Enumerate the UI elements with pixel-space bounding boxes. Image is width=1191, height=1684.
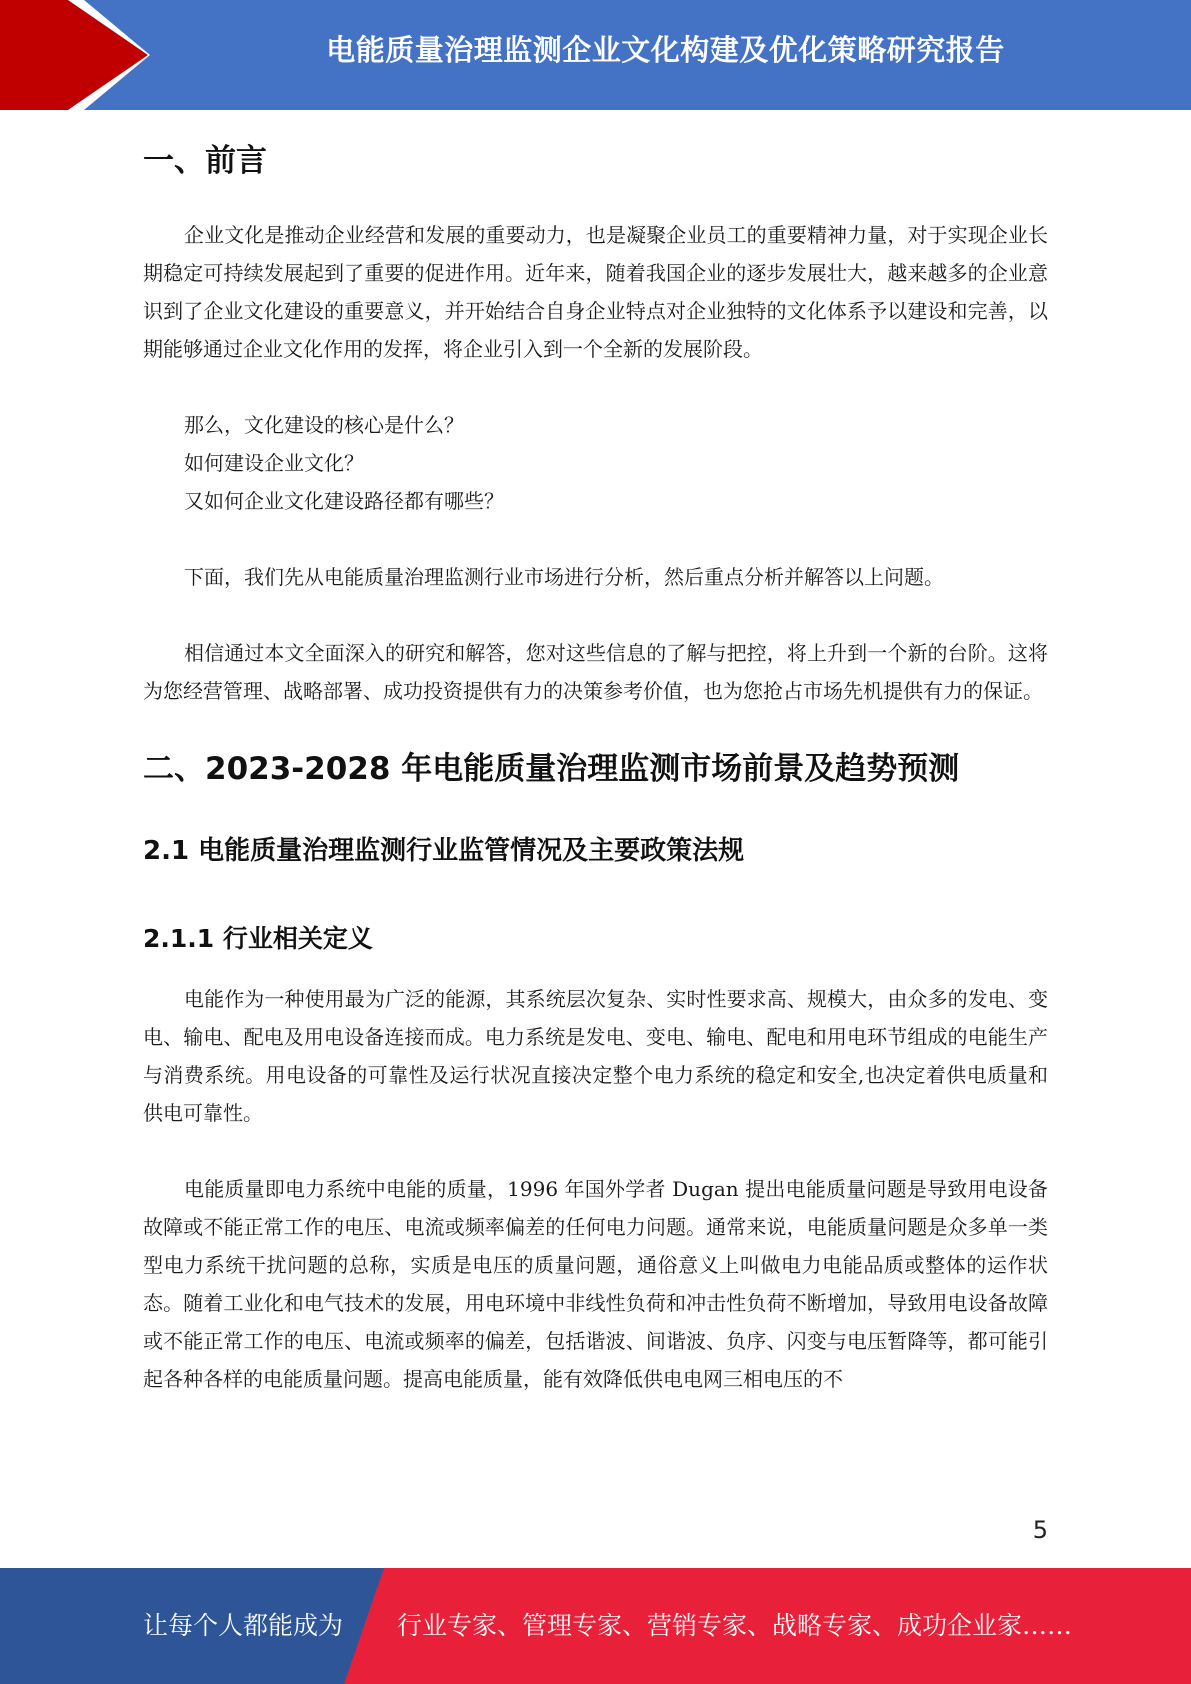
definition-paragraph-2: 电能质量即电力系统中电能的质量，1996 年国外学者 Dugan 提出电能质量问题是导致用电设备故障或不能正常工作的电压、电流或频率偏差的任何电力问题。通常来说，电能质量问题是众多单一类型电力系统干扰问题的总称，实质是电压的质量问题，通俗意义上叫做电力电能品质或整体的运作状态。随着工业化和电气技术的发展，用电环境中非线性负荷和冲击性负荷不断增加，导致用电设备故障或不能正常工作的电压、电流或频率的偏差，包括谐波、间谐波、负序、闪变与电压暂降等，都可能引起各种各样的电能质量问题。提高电能质量，能有效降低供电电网三相电压的不 [143, 1177, 1048, 1391]
question-1: 那么，文化建设的核心是什么？ [184, 413, 464, 437]
section-heading-market-forecast: 二、2023-2028 年电能质量治理监测市场前景及趋势预测 [143, 751, 960, 787]
preface-paragraph-3: 相信通过本文全面深入的研究和解答，您对这些信息的了解与把控，将上升到一个新的台阶。这将为您经营管理、战略部署、成功投资提供有力的决策参考价值，也为您抢占市场先机提供有力的保证。 [143, 641, 1048, 703]
footer-slogan-right: 行业专家、管理专家、营销专家、战略专家、成功企业家…… [397, 1611, 1073, 1640]
footer-slogan-left: 让每个人都能成为 [143, 1611, 344, 1640]
preface-paragraph-2: 下面，我们先从电能质量治理监测行业市场进行分析，然后重点分析并解答以上问题。 [184, 565, 944, 589]
subsection-heading-definition: 2.1.1 行业相关定义 [143, 924, 373, 953]
question-2: 如何建设企业文化？ [184, 451, 364, 475]
preface-paragraph-1: 企业文化是推动企业经营和发展的重要动力，也是凝聚企业员工的重要精神力量，对于实现企业长期稳定可持续发展起到了重要的促进作用。近年来，随着我国企业的逐步发展壮大，越来越多的企业意识到了企业文化建设的重要意义，并开始结合自身企业特点对企业独特的文化体系予以建设和完善，以期能够通过企业文化作用的发挥，将企业引入到一个全新的发展阶段。 [143, 223, 1048, 361]
section-heading-preface: 一、前言 [143, 143, 267, 179]
footer-banner [0, 1568, 1191, 1684]
header-title: 电能质量治理监测企业文化构建及优化策略研究报告 [326, 33, 1005, 67]
header-banner [0, 0, 1191, 110]
subsection-heading-regulation: 2.1 电能质量治理监测行业监管情况及主要政策法规 [143, 836, 745, 866]
question-3: 又如何企业文化建设路径都有哪些？ [184, 489, 504, 513]
definition-paragraph-1: 电能作为一种使用最为广泛的能源，其系统层次复杂、实时性要求高、规模大，由众多的发电、变电、输电、配电及用电设备连接而成。电力系统是发电、变电、输电、配电和用电环节组成的电能生产与消费系统。用电设备的可靠性及运行状况直接决定整个电力系统的稳定和安全,也决定着供电质量和供电可靠性。 [143, 987, 1048, 1125]
page-number: 5 [1032, 1516, 1048, 1544]
document-body [143, 128, 1048, 1398]
